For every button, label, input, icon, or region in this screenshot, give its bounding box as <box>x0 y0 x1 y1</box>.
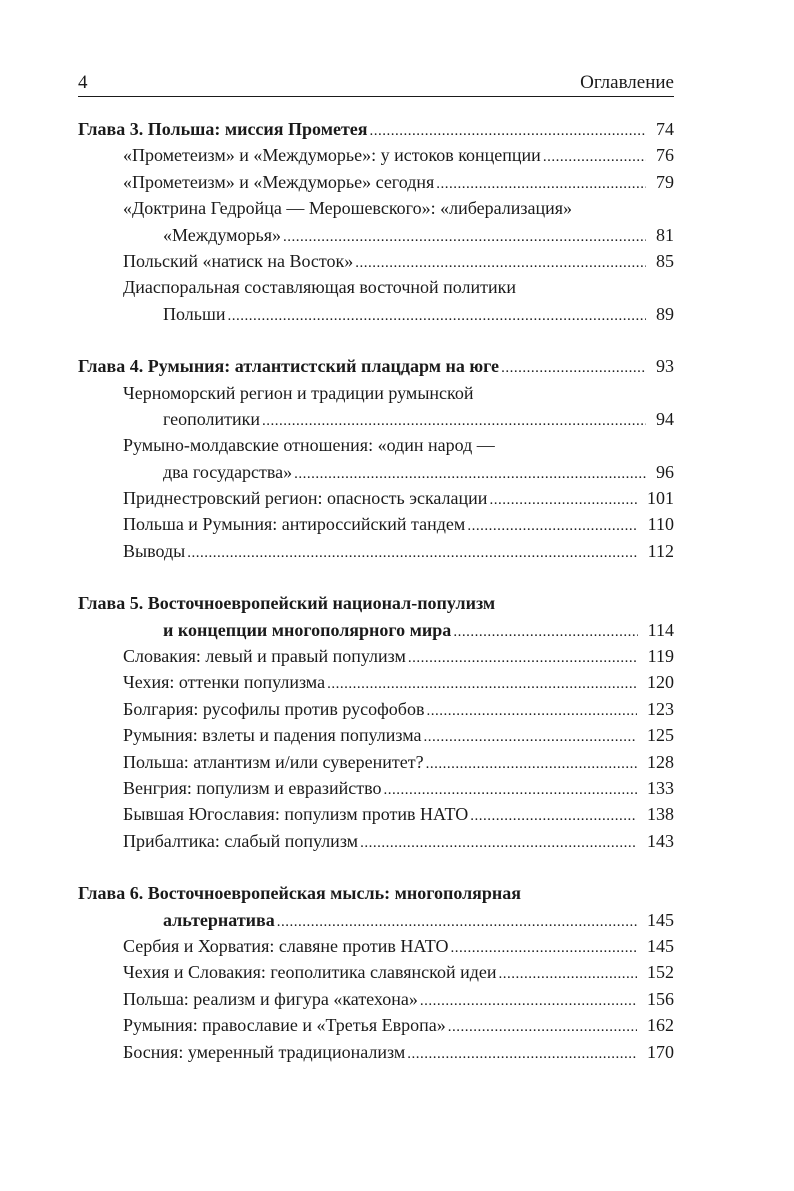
chapter-title-line1[interactable]: Глава 6. Восточноевропейская мысль: многополярная <box>78 883 522 904</box>
leader-dots <box>294 461 646 487</box>
toc-entry[interactable] <box>163 459 674 487</box>
entry-title-line1[interactable]: Румыно-молдавские отношения: «один народ — <box>123 435 495 456</box>
leader-dots <box>360 830 637 856</box>
page-ref: 123 <box>647 698 674 719</box>
page-ref: 79 <box>656 171 674 192</box>
page-ref: 120 <box>647 672 674 693</box>
page-ref: 85 <box>656 250 674 271</box>
toc-entry[interactable] <box>123 775 674 803</box>
page-ref: 114 <box>647 619 674 640</box>
leader-dots <box>453 619 637 645</box>
toc-entry[interactable] <box>123 669 674 697</box>
page-ref: 119 <box>647 646 674 667</box>
toc-entry[interactable] <box>123 933 674 961</box>
entry-title: Прибалтика: слабый популизм <box>123 830 359 851</box>
entry-title-line1[interactable]: Черноморский регион и традиции румынской <box>123 382 474 403</box>
leader-dots <box>283 224 646 250</box>
leader-dots <box>327 671 637 697</box>
leader-dots <box>451 935 637 961</box>
leader-dots <box>187 540 637 566</box>
toc-entry[interactable] <box>123 643 674 671</box>
toc-entry[interactable] <box>123 959 674 987</box>
chapter-3-heading[interactable] <box>78 116 674 144</box>
entry-title: Румыния: взлеты и падения популизма <box>123 725 422 746</box>
leader-dots <box>277 909 637 935</box>
chapter-4-heading[interactable] <box>78 353 674 381</box>
leader-dots <box>407 1041 637 1067</box>
table-of-contents <box>0 116 794 1091</box>
running-header <box>78 70 674 97</box>
leader-dots <box>424 724 638 750</box>
entry-title: Чехия: оттенки популизма <box>123 672 326 693</box>
leader-dots <box>383 777 637 803</box>
entry-title-line2: Польши <box>163 303 226 324</box>
entry-title-line1[interactable]: Диаспоральная составляющая восточной политики <box>123 277 517 298</box>
entry-title: Приднестровский регион: опасность эскалации <box>123 488 488 509</box>
leader-dots <box>227 303 646 329</box>
chapter-3 <box>0 116 794 327</box>
page-ref: 162 <box>647 1015 674 1036</box>
leader-dots <box>426 751 637 777</box>
leader-dots <box>489 487 637 513</box>
entry-title-line2: геополитики <box>163 408 261 429</box>
entry-title: Выводы <box>123 540 186 561</box>
toc-entry[interactable] <box>123 749 674 777</box>
chapter-4 <box>0 353 794 564</box>
leader-dots <box>543 144 646 170</box>
toc-entry[interactable] <box>123 511 674 539</box>
chapter-title: Глава 3. Польша: миссия Прометея <box>78 119 368 139</box>
page-ref: 110 <box>647 514 674 535</box>
leader-dots <box>355 250 646 276</box>
toc-entry[interactable] <box>123 1012 674 1040</box>
leader-dots <box>408 645 638 671</box>
toc-entry[interactable] <box>123 828 674 856</box>
page-number: 4 <box>78 72 88 93</box>
entry-title-line1[interactable]: «Доктрина Гедройца — Мерошевского»: «либерализация» <box>123 198 573 219</box>
entry-title-line2: два государства» <box>163 461 293 482</box>
page-ref: 170 <box>647 1041 674 1062</box>
page-ref: 143 <box>647 830 674 851</box>
entry-title: Болгария: русофилы против русофобов <box>123 698 425 719</box>
page-ref: 81 <box>656 224 674 245</box>
entry-title: Польша: реализм и фигура «катехона» <box>123 988 418 1009</box>
entry-title: Польша и Румыния: антироссийский тандем <box>123 514 466 535</box>
page-ref: 112 <box>647 540 674 561</box>
chapter-title-line2: альтернатива <box>163 909 275 930</box>
leader-dots <box>448 1014 637 1040</box>
leader-dots <box>436 171 646 197</box>
leader-dots <box>467 513 637 539</box>
entry-title: Румыния: православие и «Третья Европа» <box>123 1015 446 1036</box>
page-ref: 125 <box>647 725 674 746</box>
running-title: Оглавление <box>580 72 674 93</box>
page-ref: 145 <box>647 909 674 930</box>
leader-dots <box>499 961 638 987</box>
toc-entry[interactable] <box>123 801 674 829</box>
toc-entry[interactable] <box>123 142 674 170</box>
toc-entry[interactable] <box>123 986 674 1014</box>
leader-dots <box>262 408 646 434</box>
entry-title: Польша: атлантизм и/или суверенитет? <box>123 751 424 772</box>
leader-dots <box>370 118 646 144</box>
toc-entry[interactable] <box>163 406 674 434</box>
leader-dots <box>426 698 637 724</box>
page-ref: 152 <box>647 962 674 983</box>
page-ref: 94 <box>656 408 674 429</box>
chapter-title: Глава 4. Румыния: атлантистский плацдарм на юге <box>78 356 500 377</box>
page-ref: 156 <box>647 988 674 1009</box>
entry-title: Бывшая Югославия: популизм против НАТО <box>123 804 469 825</box>
leader-dots <box>470 803 637 829</box>
page-ref: 96 <box>656 461 674 482</box>
entry-title: Босния: умеренный традиционализм <box>123 1041 406 1062</box>
entry-title: Сербия и Хорватия: славяне против НАТО <box>123 935 449 956</box>
toc-entry[interactable] <box>163 222 674 250</box>
chapter-5 <box>0 590 794 854</box>
page-ref: 128 <box>647 751 674 772</box>
entry-title: Венгрия: популизм и евразийство <box>123 777 382 798</box>
toc-entry[interactable] <box>123 248 674 276</box>
page-ref: 133 <box>647 777 674 798</box>
page-ref: 74 <box>656 119 674 139</box>
leader-dots <box>501 355 646 381</box>
entry-title: Польский «натиск на Восток» <box>123 250 354 271</box>
chapter-6 <box>0 880 794 1065</box>
toc-entry[interactable] <box>123 485 674 513</box>
page-ref: 145 <box>647 935 674 956</box>
entry-title-line2: «Междуморья» <box>163 224 281 245</box>
toc-entry[interactable] <box>123 538 674 566</box>
chapter-5-heading[interactable] <box>163 617 674 645</box>
page-ref: 101 <box>647 488 674 509</box>
chapter-6-heading[interactable] <box>163 907 674 935</box>
entry-title: «Прометеизм» и «Междуморье» сегодня <box>123 171 435 192</box>
leader-dots <box>420 988 637 1014</box>
chapter-title-line1[interactable]: Глава 5. Восточноевропейский национал-популизм <box>78 593 496 614</box>
chapter-title-line2: и концепции многополярного мира <box>163 619 452 640</box>
page-ref: 89 <box>656 303 674 324</box>
entry-title: «Прометеизм» и «Междуморье»: у истоков концепции <box>123 145 541 166</box>
toc-entry[interactable] <box>123 169 674 197</box>
page-ref: 138 <box>647 804 674 825</box>
entry-title: Словакия: левый и правый популизм <box>123 646 406 667</box>
toc-entry[interactable] <box>123 696 674 724</box>
toc-entry[interactable] <box>123 722 674 750</box>
toc-entry[interactable] <box>123 1039 674 1067</box>
entry-title: Чехия и Словакия: геополитика славянской идеи <box>123 962 497 983</box>
page-ref: 93 <box>656 356 674 377</box>
page-ref: 76 <box>656 145 674 166</box>
toc-entry[interactable] <box>163 301 674 329</box>
